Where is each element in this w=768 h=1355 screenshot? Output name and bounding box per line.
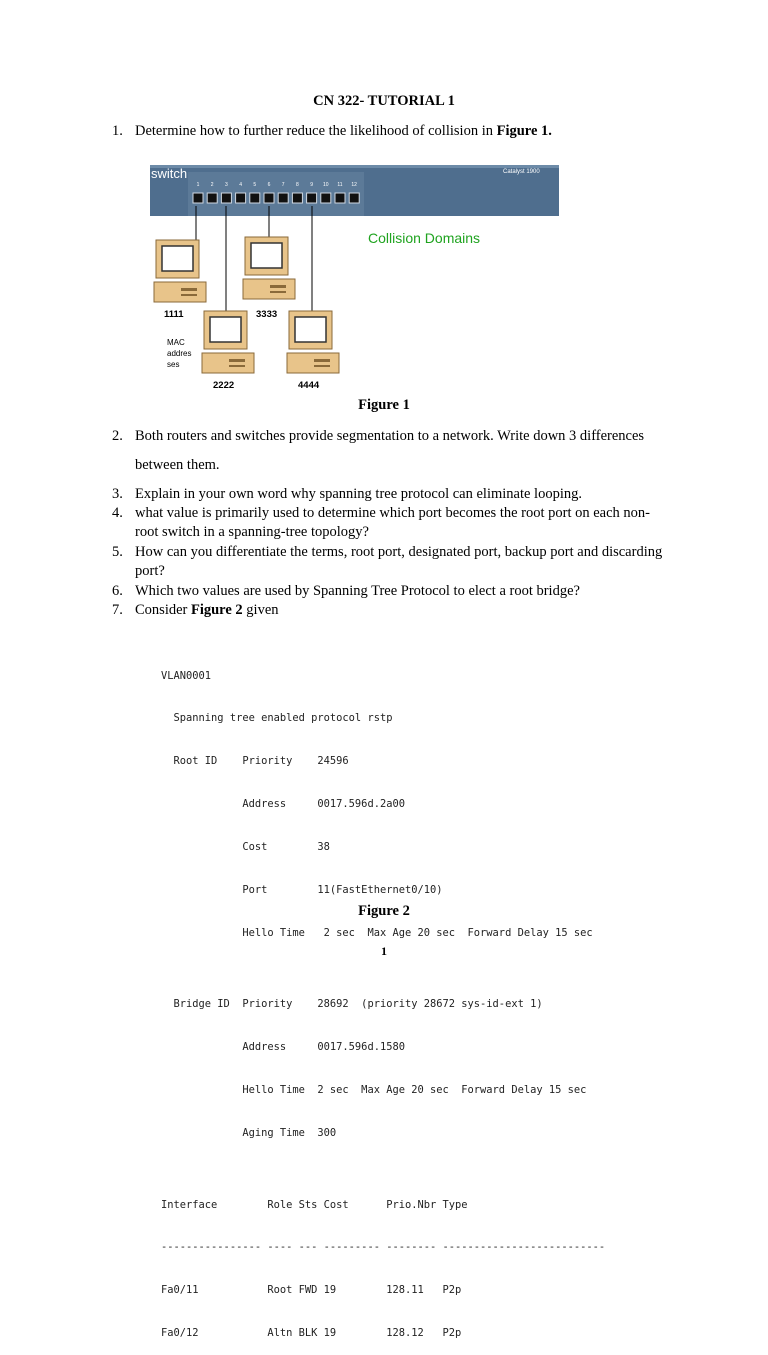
cli-line: Hello Time 2 sec Max Age 20 sec Forward Delay 15 sec [161, 1084, 587, 1097]
switch-port [221, 193, 231, 203]
switch-port [349, 193, 359, 203]
question-number: 2. [112, 428, 123, 444]
switch-port [307, 193, 317, 203]
host-label: 1111 [164, 309, 184, 320]
switch-port [250, 193, 260, 203]
computer-icon [202, 311, 254, 373]
switch-port [236, 193, 246, 203]
question-text: what value is primarily used to determine which port becomes the root port on each non- [135, 505, 651, 521]
question-text: port? [135, 563, 165, 579]
cli-line: Aging Time 300 [161, 1127, 337, 1140]
host-label: 3333 [256, 309, 278, 320]
cli-line: Bridge ID Priority 28692 (priority 28672 sys-id-ext 1) [161, 998, 543, 1011]
port-number-label: 8 [296, 182, 299, 188]
cli-line: VLAN0001 [161, 669, 212, 682]
host-label: 4444 [298, 380, 320, 391]
switch-port [335, 193, 345, 203]
switch-model-label: Catalyst 1900 [503, 169, 540, 175]
question-text: root switch in a spanning-tree topology? [135, 524, 369, 540]
cli-line: Spanning tree enabled protocol rstp [161, 712, 393, 725]
figure-2-cli-output [161, 640, 605, 1355]
port-number-label: 2 [210, 182, 214, 188]
switch-label: switch [151, 166, 188, 181]
figure-1-caption: Figure 1 [358, 397, 410, 413]
question-text: Which two values are used by Spanning Tree Protocol to elect a root bridge? [135, 583, 580, 599]
question-text: Both routers and switches provide segmentation to a network. Write down 3 differences [135, 428, 645, 444]
port-number-label: 11 [337, 182, 343, 188]
port-number-label: 10 [323, 182, 329, 188]
question-number: 4. [112, 505, 123, 521]
cli-line: ---------------- ---- --- --------- -------- -------------------------- [161, 1241, 606, 1254]
cli-line: Cost 38 [161, 841, 330, 854]
switch-port [278, 193, 288, 203]
switch-port [264, 193, 274, 203]
port-number-label: 4 [239, 182, 242, 188]
cli-line: Address 0017.596d.2a00 [161, 798, 405, 811]
port-number-label: 5 [253, 182, 257, 188]
switch-port [321, 193, 331, 203]
question-number: 7. [112, 602, 123, 618]
computer-icon [154, 240, 206, 302]
switch-port [193, 193, 203, 203]
computer-icon [287, 311, 339, 373]
mac-label: ses [167, 360, 180, 369]
question-text: between them. [135, 457, 220, 473]
mac-label: MAC [167, 338, 185, 347]
switch-port [207, 193, 217, 203]
figure-2-caption: Figure 2 [358, 903, 410, 919]
question-text: Explain in your own word why spanning tree protocol can eliminate looping. [135, 486, 582, 502]
port-number-label: 7 [281, 182, 285, 188]
question-number: 3. [112, 486, 123, 502]
cli-line: Interface Role Sts Cost Prio.Nbr Type [161, 1198, 468, 1211]
question-number: 6. [112, 583, 123, 599]
question-text: How can you differentiate the terms, root port, designated port, backup port and discarding [135, 544, 663, 560]
port-number-label: 3 [225, 182, 228, 188]
port-number-label: 9 [310, 182, 313, 188]
switch-port [292, 193, 302, 203]
cli-line: Hello Time 2 sec Max Age 20 sec Forward Delay 15 sec [161, 926, 593, 939]
mac-label: addres [167, 349, 192, 358]
page-number: 1 [381, 944, 387, 958]
question-number: 5. [112, 544, 123, 560]
document-title: CN 322- TUTORIAL 1 [313, 93, 455, 109]
port-number-label: 1 [196, 182, 200, 188]
host-label: 2222 [213, 380, 235, 391]
cli-line: Port 11(FastEthernet0/10) [161, 884, 443, 897]
cli-line: Address 0017.596d.1580 [161, 1041, 405, 1054]
question-number: 1. [112, 123, 123, 139]
cli-line: Root ID Priority 24596 [161, 755, 349, 768]
collision-domains-label: Collision Domains [368, 230, 481, 246]
question-text: Determine how to further reduce the likelihood of collision in Figure 1. [135, 123, 552, 139]
cli-line: Fa0/12 Altn BLK 19 128.12 P2p [161, 1327, 462, 1340]
cli-line: Fa0/11 Root FWD 19 128.11 P2p [161, 1284, 462, 1297]
question-text: Consider Figure 2 given [135, 602, 279, 618]
port-number-label: 12 [351, 182, 357, 188]
port-number-label: 6 [267, 182, 271, 188]
computer-icon [243, 237, 295, 299]
